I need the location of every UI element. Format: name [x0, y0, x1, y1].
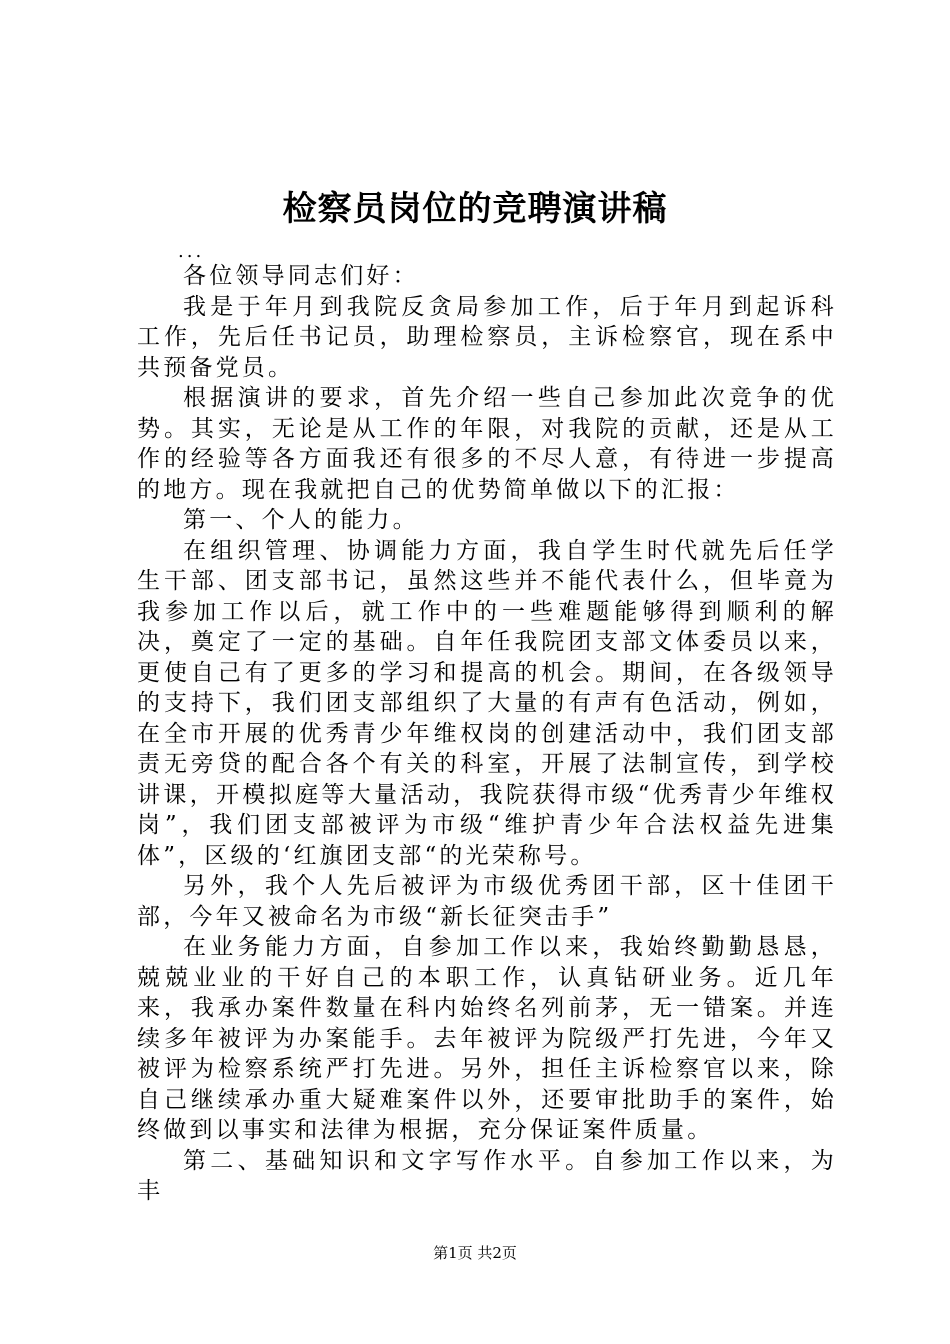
- paragraph-business: 在业务能力方面，自参加工作以来，我始终勤勤恳恳，兢兢业业的干好自己的本职工作，认真钻研业务。近几年来，我承办案件数量在科内始终名列前茅，无一错案。并连续多年被评为办案能手。去年被评为院级严打先进，今年又被评为检察系统严打先进。另外，担任主诉检察官以来，除自己继续承办重大疑难案件以外，还要审批助手的案件，始终做到以事实和法律为根据，充分保证案件质量。: [137, 934, 837, 1143]
- document-body: [137, 261, 837, 1207]
- paragraph-intro: 我是于年月到我院反贪局参加工作，后于年月到起诉科工作，先后任书记员，助理检察员，主诉检察官，现在系中共预备党员。: [137, 293, 837, 381]
- paragraph-heading-ability: 第一、个人的能力。: [183, 507, 419, 533]
- paragraph-greeting: 各位领导同志们好：: [183, 263, 419, 289]
- paragraph-honors: 另外，我个人先后被评为市级优秀团干部，区十佳团干部，今年又被命名为市级“新长征突击手”: [137, 873, 837, 930]
- ellipsis-mark: ...: [178, 241, 205, 262]
- page-footer: 第1页 共2页: [433, 1244, 517, 1262]
- paragraph-advantages: 根据演讲的要求，首先介绍一些自己参加此次竞争的优势。其实，无论是从工作的年限，对我院的贡献，还是从工作的经验等各方面我还有很多的不尽人意，有待进一步提高的地方。现在我就把自己的优势简单做以下的汇报：: [137, 385, 837, 503]
- paragraph-heading-knowledge: 第二、基础知识和文字写作水平。自参加工作以来，为丰: [137, 1147, 837, 1204]
- paragraph-management: 在组织管理、协调能力方面，我自学生时代就先后任学生干部、团支部书记，虽然这些并不能代表什么，但毕竟为我参加工作以后，就工作中的一些难题能够得到顺利的解决，奠定了一定的基础。自年任我院团支部文体委员以来，更使自己有了更多的学习和提高的机会。期间，在各级领导的支持下，我们团支部组织了大量的有声有色活动，例如，在全市开展的优秀青少年维权岗的创建活动中，我们团支部责无旁贷的配合各个有关的科室，开展了法制宣传，到学校讲课，开模拟庭等大量活动，我院获得市级“优秀青少年维权岗”，我们团支部被评为市级“维护青少年合法权益先进集体”，区级的‘红旗团支部“的光荣称号。: [137, 537, 837, 869]
- document-title: 检察员岗位的竞聘演讲稿: [282, 189, 668, 229]
